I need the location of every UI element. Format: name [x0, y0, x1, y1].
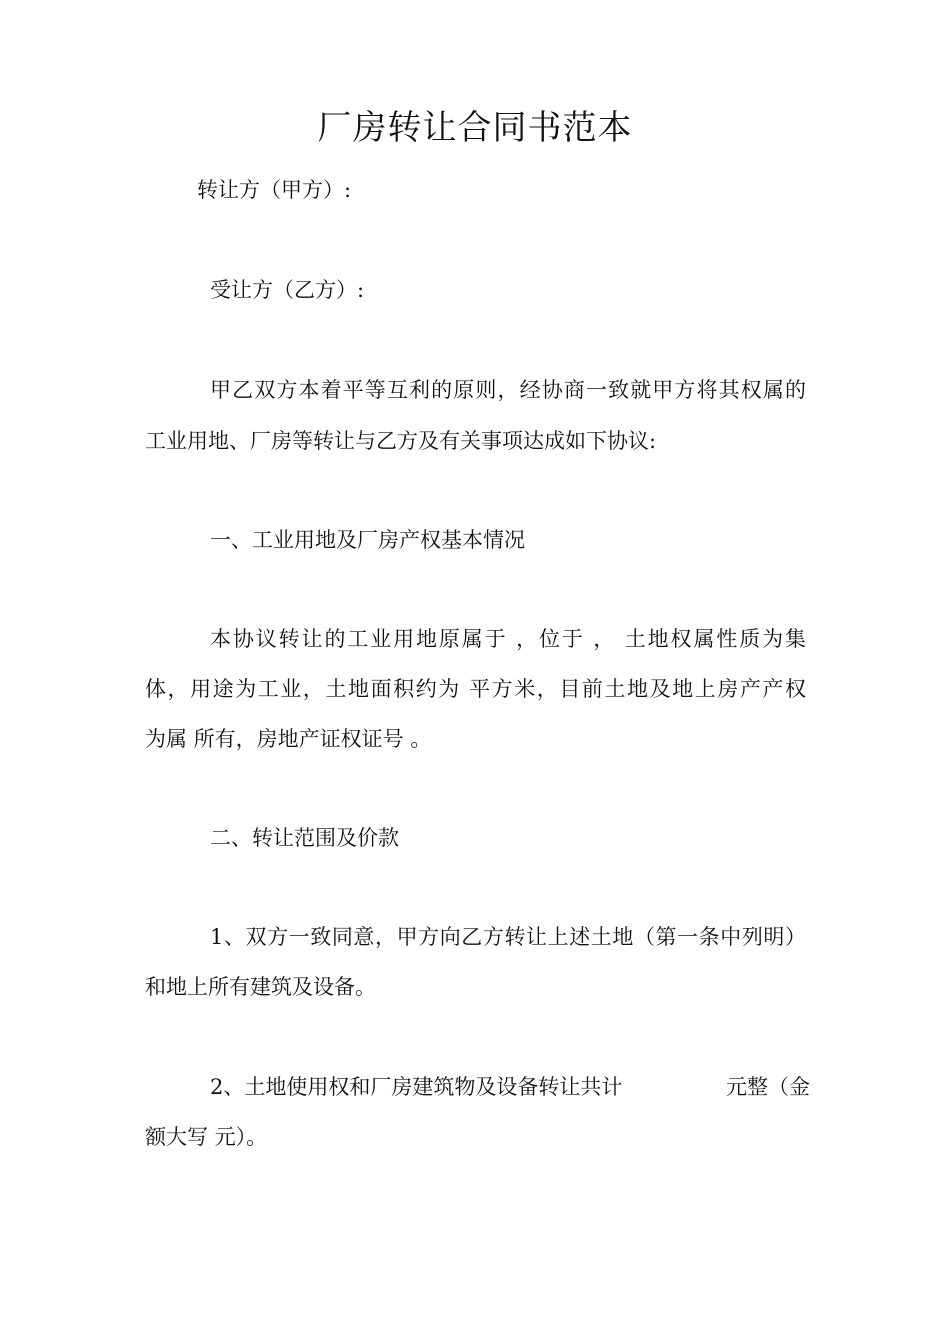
- section1-line-2: 体，用途为工业，土地面积约为 平方米，目前土地及地上房产产权: [145, 677, 806, 701]
- section2-item1-line-1: 1、双方一致同意，甲方向乙方转让上述土地（第一条中列明）: [210, 925, 806, 949]
- party-b-label: 受让方（乙方）:: [210, 278, 365, 302]
- document-title: 厂房转让合同书范本: [317, 108, 633, 148]
- section1-line-1: 本协议转让的工业用地原属于 ，位于 ， 土地权属性质为集: [210, 627, 806, 651]
- section2-item1-line-2: 和地上所有建筑及设备。: [145, 975, 376, 999]
- section1-line-3: 为属 所有，房地产证权证号 。: [145, 727, 432, 751]
- section2-item2-line-1b: 元整（金: [726, 1075, 810, 1099]
- section2-heading: 二、转让范围及价款: [210, 826, 399, 850]
- intro-line-2: 工业用地、厂房等转让与乙方及有关事项达成如下协议:: [145, 429, 657, 453]
- intro-line-1: 甲乙双方本着平等互利的原则，经协商一致就甲方将其权属的: [210, 378, 806, 402]
- section2-item2-line-1a: 2、土地使用权和厂房建筑物及设备转让共计: [210, 1075, 623, 1099]
- section1-heading: 一、工业用地及厂房产权基本情况: [210, 528, 525, 552]
- section2-item2-line-2: 额大写 元）。: [145, 1125, 268, 1149]
- party-a-label: 转让方（甲方）:: [197, 178, 352, 202]
